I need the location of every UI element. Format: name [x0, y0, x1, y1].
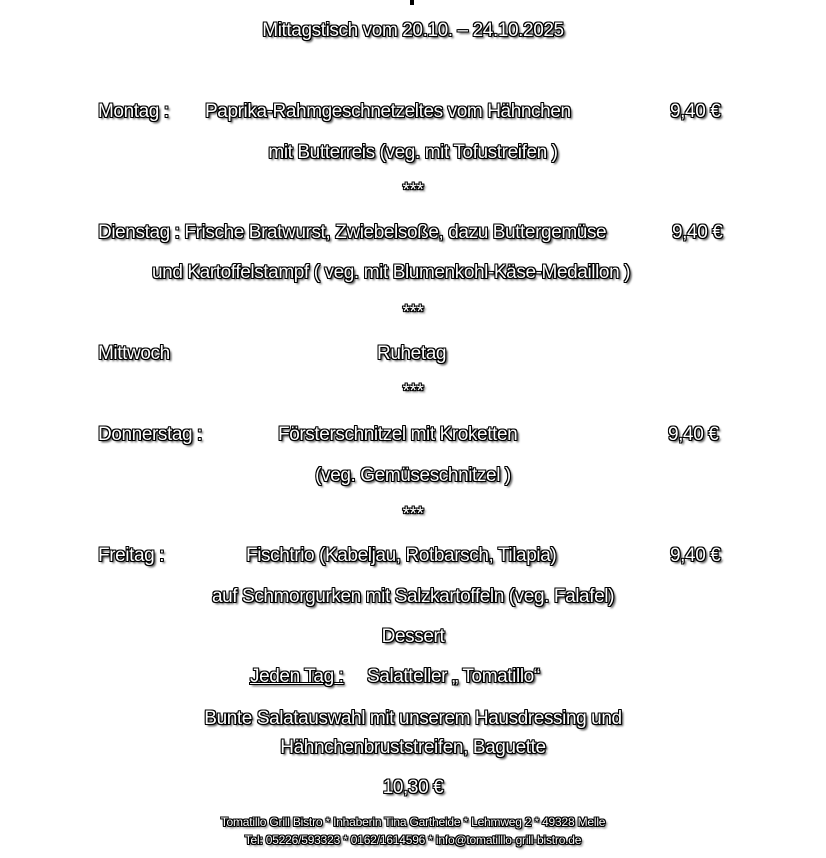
- friday-dish: Fischtrio (Kabeljau, Rotbarsch, Tilapia): [246, 545, 557, 566]
- daily-label-text: Jeden Tag :: [250, 666, 344, 687]
- friday-price: 9,40 €: [670, 545, 721, 566]
- monday-label: Montag :: [98, 101, 169, 122]
- friday-label: Freitag :: [98, 545, 165, 566]
- footer-contact: Tel: 05226/593323 * 0162/1614596 * info@tomatilllo-grill-bistro.de: [244, 833, 582, 847]
- footer-address: Tomatillo Grill Bistro * Inhaberin Tina Gartheide * Lehmweg 2 * 49328 Melle: [220, 815, 606, 829]
- menu-title: Mittagstisch vom 20.10. – 24.10.2025: [262, 20, 564, 41]
- daily-desc-1: Bunte Salatauswahl mit unserem Hausdressing und: [204, 708, 622, 729]
- daily-price: 10,30 €: [382, 777, 444, 798]
- separator: ***: [402, 302, 424, 323]
- daily-label: [250, 666, 344, 688]
- friday-dessert: Dessert: [381, 626, 445, 647]
- thursday-label: Donnerstag :: [98, 424, 202, 445]
- tuesday-dish: Dienstag : Frische Bratwurst, Zwiebelsoße, dazu Buttergemüse: [98, 222, 607, 243]
- separator: ***: [402, 504, 424, 525]
- monday-dish: Paprika-Rahmgeschnetzeltes vom Hähnchen: [205, 101, 571, 122]
- top-marker: [410, 0, 414, 5]
- separator: ***: [402, 381, 424, 402]
- monday-price: 9,40 €: [670, 101, 721, 122]
- tuesday-price: 9,40 €: [672, 222, 723, 243]
- daily-desc-2: Hähnchenbruststreifen, Baguette: [280, 737, 546, 758]
- friday-side: auf Schmorgurken mit Salzkartoffeln (veg. Falafel): [211, 586, 615, 607]
- separator: ***: [402, 180, 424, 201]
- tuesday-side: und Kartoffelstampf ( veg. mit Blumenkohl-Käse-Medaillon ): [152, 262, 631, 283]
- wednesday-label: Mittwoch: [98, 343, 170, 364]
- wednesday-status: Ruhetag: [377, 343, 447, 364]
- thursday-price: 9,40 €: [668, 424, 719, 445]
- monday-side: mit Butterreis (veg. mit Tofustreifen ): [268, 142, 558, 163]
- thursday-side: (veg. Gemüseschnitzel ): [315, 465, 511, 486]
- daily-name: Salatteller „ Tomatillo“: [367, 666, 540, 687]
- thursday-dish: Försterschnitzel mit Kroketten: [278, 424, 518, 445]
